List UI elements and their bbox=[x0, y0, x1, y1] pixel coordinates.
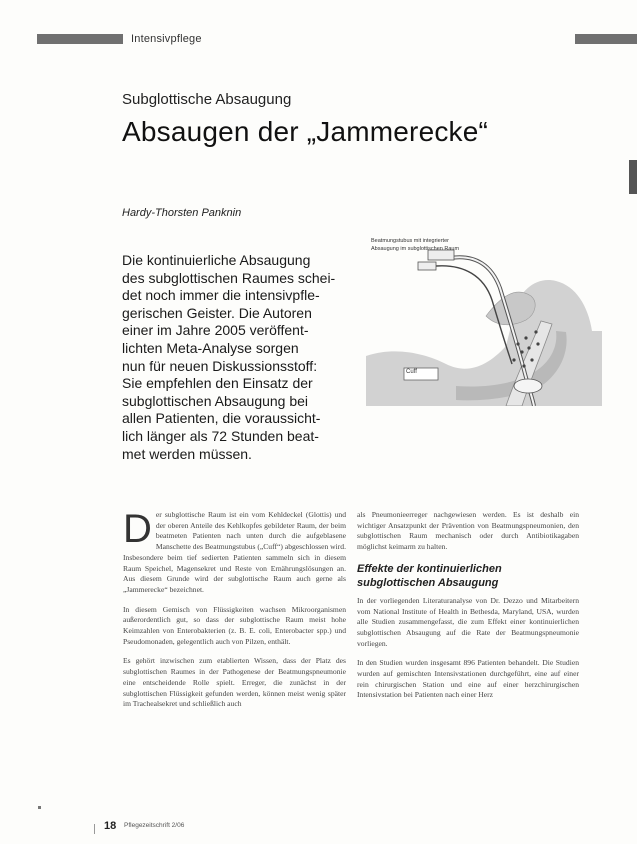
body-paragraph: Es gehört inzwischen zum etablierten Wissen, dass der Platz des subglottischen Raumes in der Pathogenese der Beatmungspneumonie eine entscheidende Rolle spielt. Erreger, die zunächst in der subglottischen Flüssigkeit gefunden werden, können meist wenig später im Trachealsekret und schließlich auch bbox=[123, 656, 346, 709]
lead-line: subglottischen Absaugung bei bbox=[122, 392, 309, 409]
lead-line: des subglottischen Raumes schei- bbox=[122, 269, 336, 286]
header-bar-left bbox=[37, 34, 123, 44]
lead-line: einer im Jahre 2005 veröffent- bbox=[122, 322, 309, 339]
lead-line: lichten Meta-Analyse sorgen bbox=[122, 339, 299, 356]
body-paragraph: Der subglottische Raum ist ein vom Kehldeckel (Glottis) und der oberen Anteile des Kehlkopfes gebildeter Raum, der beim beatmeten Patienten nach unten durch die aufgeblasene Manschette des Beatmungstubus („Cuff“) abgeschlossen wird. Insbesondere beim tief sedierten Patienten sammeln sich in diesem Raum Speichel, Magensekret und Reste von Ernährungslösungen an. Aus diesem Grunde wird der subglottische Raum auch gerne als „Jammerecke“ bezeichnet. bbox=[123, 507, 346, 594]
lead-line: Sie empfehlen den Einsatz der bbox=[122, 375, 313, 392]
header-bar-right bbox=[575, 34, 637, 44]
body-paragraph: In den Studien wurden insgesamt 896 Patienten behandelt. Die Studien wurden auf gemischten Intensivstationen durchgeführt, eine auf einer rein chirurgischen Station und eine auf einer herzchirurgischen Intensivstation bei Patienten nach einer Herz bbox=[357, 658, 579, 700]
page-number: 18 bbox=[104, 820, 117, 832]
article-author: Hardy-Thorsten Panknin bbox=[122, 207, 242, 219]
figure-label: Cuff bbox=[406, 369, 417, 375]
body-paragraph: In diesem Gemisch von Flüssigkeiten wachsen Mikroorganismen außerordentlich gut, so dass der subglottische Raum meist hohe Keimzahlen von Enterobakterien (z. B. E. coli, Enterobacter spp.) und Pseudomonaden, gelegentlich auch von Pilzen, enthält. bbox=[123, 604, 346, 646]
body-paragraph: als Pneumonieerreger nachgewiesen werden. Es ist deshalb ein wichtiger Ansatzpunkt der Prävention von Beatmungspneumonien, den subglottischen Raum mechanisch oder durch Antibiotikagaben möglichst keimarm zu halten. bbox=[357, 510, 579, 552]
lead-line: nun für neuen Diskussionsstoff: bbox=[122, 357, 318, 374]
figure-caption bbox=[371, 238, 601, 253]
section-subheading: Effekte der kontinuierlichen subglottischen Absaugung bbox=[357, 562, 502, 589]
article-title: Absaugen der „Jammerecke“ bbox=[122, 116, 489, 147]
body-column-left bbox=[123, 507, 346, 719]
lead-paragraph bbox=[122, 252, 352, 463]
footer-rule bbox=[94, 824, 95, 834]
lead-line: Die kontinuierliche Absaugung bbox=[122, 252, 311, 268]
tube-illustration bbox=[366, 236, 602, 406]
figure-caption-line: Beatmungstubus mit integrierter bbox=[371, 238, 449, 244]
body-column-right bbox=[357, 510, 579, 710]
lead-line: det noch immer die intensivpfle- bbox=[122, 287, 320, 304]
figure-caption-line: Absaugung im subglottischen Raum bbox=[371, 245, 460, 252]
lead-line: met werden müssen. bbox=[122, 445, 252, 462]
lead-line: lich länger als 72 Stunden beat- bbox=[122, 427, 319, 444]
publication-name: Pflegezeitschrift 2/06 bbox=[124, 822, 185, 829]
section-header: Intensivpflege bbox=[131, 33, 202, 45]
lead-line: gerischen Geister. Die Autoren bbox=[122, 304, 312, 321]
article-kicker: Subglottische Absaugung bbox=[122, 91, 292, 108]
drop-cap: D bbox=[123, 507, 152, 551]
body-paragraph: In der vorliegenden Literaturanalyse von Dr. Dezzo und Mitarbeitern vom National Institute of Health in Bethesda, Maryland, USA, wurden alle Studien zusammengefasst, die zum Effekt einer kontinuierlichen subglottischen Absaugung auf die Rate der Beatmungspneumonie vorliegen. bbox=[357, 595, 579, 648]
lead-line: allen Patienten, die voraussicht- bbox=[122, 410, 321, 427]
page-edge-tab bbox=[629, 160, 637, 194]
crop-mark bbox=[38, 806, 41, 809]
